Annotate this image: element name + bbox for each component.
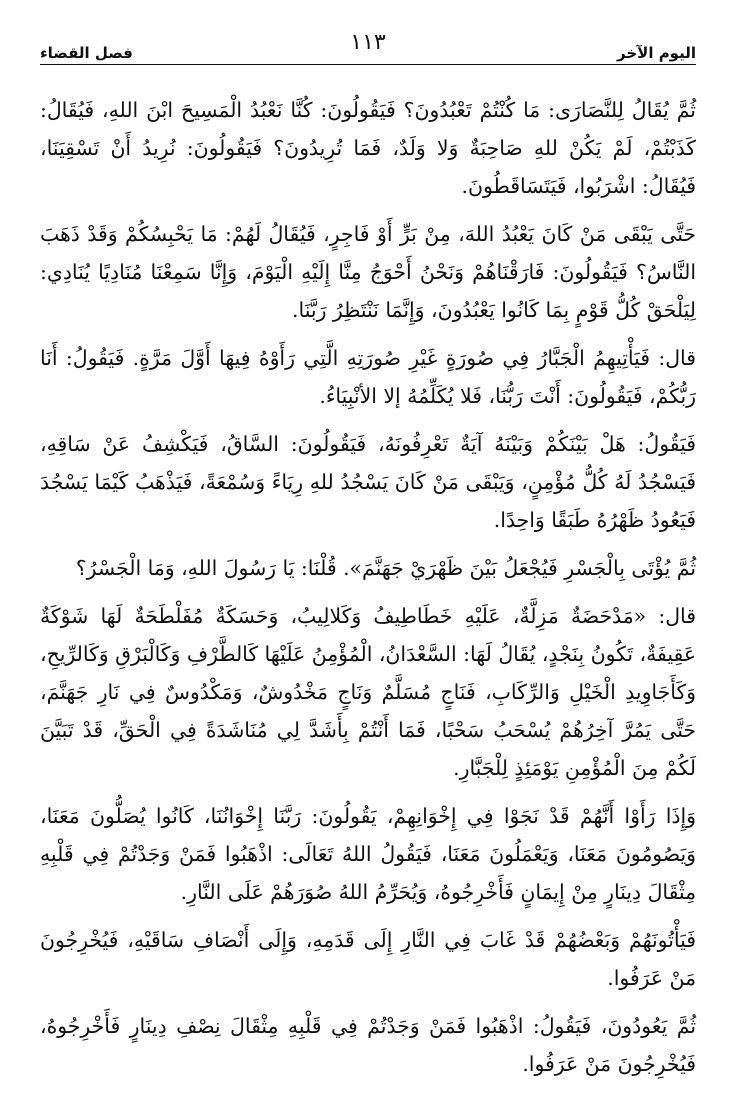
section-title: فصل القضاء [40,44,133,62]
paragraph-5: ثُمَّ يُؤْتَى بِالْجَسْرِ فَيُجْعَلُ بَيْنَ ظَهْرَيْ جَهَنَّمَ». قُلْنَا: يَا رَسُولَ اللهِ، وَمَا الْجَسْرُ؟ [75,556,696,580]
chapter-title: اليوم الآخر [617,44,696,62]
page-number: ١١٣ [350,30,386,55]
paragraph-7: وَإِذَا رَأَوْا أَنَّهُمْ قَدْ نَجَوْا فِي إِخْوَانِهِمْ، يَقُولُونَ: رَبَّنَا إِخْوَانُنَا، كَانُوا يُصَلُّونَ مَعَنَا، وَيَصُومُونَ مَعَنَا، وَيَعْمَلُونَ مَعَنَا، فَيَقُولُ اللهُ تَعَالَى: اذْهَبُوا فَمَنْ وَجَدْتُمْ فِي قَلْبِهِ مِثْقَالَ دِينَارٍ مِنْ إِيمَانٍ فَأَخْرِجُوهُ، وَيُحَرِّمُ اللهُ صُوَرَهُمْ عَلَى النَّارِ. [40,804,696,904]
paragraph-9: ثُمَّ يَعُودُونَ، فَيَقُولُ: اذْهَبُوا فَمَنْ وَجَدْتُمْ فِي قَلْبِهِ مِثْقَالَ نِصْفِ دِينَارٍ فَأَخْرِجُوهُ، فَيُخْرِجُونَ مَنْ عَرَفُوا. [40,1014,696,1076]
paragraph-2: حَتَّى يَبْقَى مَنْ كَانَ يَعْبُدُ اللهَ، مِنْ بَرٍّ أَوْ فَاجِرٍ، فَيُقَالُ لَهُمْ: مَا يَحْبِسُكُمْ وَقَدْ ذَهَبَ النَّاسُ؟ فَيَقُولُونَ: فَارَقْنَاهُمْ وَنَحْنُ أَحْوَجُ مِنَّا إِلَيْهِ الْيَوْمَ، وَإِنَّا سَمِعْنَا مُنَادِيًا يُنَادِي: لِيَلْحَقْ كُلُّ قَوْمٍ بِمَا كَانُوا يَعْبُدُونَ، وَإِنَّمَا نَنْتَظِرُ رَبَّنَا. [40,222,696,322]
page-body [40,91,696,1083]
paragraph-8: فَيَأْتُونَهُمْ وَبَعْضُهُمْ قَدْ غَابَ فِي النَّارِ إِلَى قَدَمِهِ، وَإِلَى أَنْصَافِ سَاقَيْهِ، فَيُخْرِجُونَ مَنْ عَرَفُوا. [40,928,696,990]
running-header [40,26,696,62]
paragraph-1: ثُمَّ يُقَالُ لِلنَّصَارَى: مَا كُنْتُمْ تَعْبُدُونَ؟ فَيَقُولُونَ: كُنَّا نَعْبُدُ الْمَسِيحَ ابْنَ اللهِ، فَيُقَالُ: كَذَبْتُمْ، لَمْ يَكُنْ للهِ صَاحِبَةٌ وَلا وَلَدٌ، فَمَا تُرِيدُونَ؟ فَيَقُولُونَ: نُرِيدُ أَنْ تَسْقِيَنَا، فَيُقَالُ: اشْرَبُوا، فَيَتَسَاقَطُونَ. [40,98,696,198]
paragraph-4: فَيَقُولُ: هَلْ بَيْنَكُمْ وَبَيْنَهُ آيَةٌ تَعْرِفُونَهُ، فَيَقُولُونَ: السَّاقُ، فَيَكْشِفُ عَنْ سَاقِهِ، فَيَسْجُدُ لَهُ كُلُّ مُؤْمِنٍ، وَيَبْقَى مَنْ كَانَ يَسْجُدُ للهِ رِيَاءً وَسُمْعَةً، فَيَذْهَبُ كَيْمَا يَسْجُدَ فَيَعُودُ ظَهْرُهُ طَبَقًا وَاحِدًا. [40,432,696,532]
paragraph-3: قال: فَيَأْتِيهِمُ الْجَبَّارُ فِي صُورَةٍ غَيْرِ صُورَتِهِ الَّتِي رَأَوْهُ فِيهَا أَوَّلَ مَرَّةٍ. فَيَقُولُ: أَنَا رَبُّكُمْ، فَيَقُولُونَ: أَنْتَ رَبُّنَا، فَلا يُكَلِّمُهُ إلا الأنْبِيَاءُ. [40,346,696,408]
paragraph-6: قال: «مَدْحَضَةٌ مَزِلَّةٌ، عَلَيْهِ خَطَاطِيفُ وَكَلالِيبُ، وَحَسَكَةٌ مُفَلْطَحَةٌ لَهَا شَوْكَةٌ عَقِيفَةٌ، تَكُونُ بِنَجْدٍ، يُقَالُ لَهَا: السَّعْدَانُ، الْمُؤْمِنُ عَلَيْهَا كَالطَّرْفِ وَكَالْبَرْقِ وَكَالرِّيحِ، وَكَأَجَاوِيدِ الْخَيْلِ وَالرِّكَابِ، فَنَاجٍ مُسَلَّمٌ وَنَاجٍ مَخْدُوشٌ، وَمَكْدُوسٌ فِي نَارِ جَهَنَّمَ، حَتَّى يَمُرَّ آخِرُهُمْ يُسْحَبُ سَحْبًا، فَمَا أَنْتُمْ بِأَشَدَّ لِي مُنَاشَدَةً فِي الْحَقِّ، قَدْ تَبَيَّنَ لَكُمْ مِنَ الْمُؤْمِنِ يَوْمَئِذٍ لِلْجَبَّارِ. [40,604,696,780]
header-divider [40,64,696,65]
